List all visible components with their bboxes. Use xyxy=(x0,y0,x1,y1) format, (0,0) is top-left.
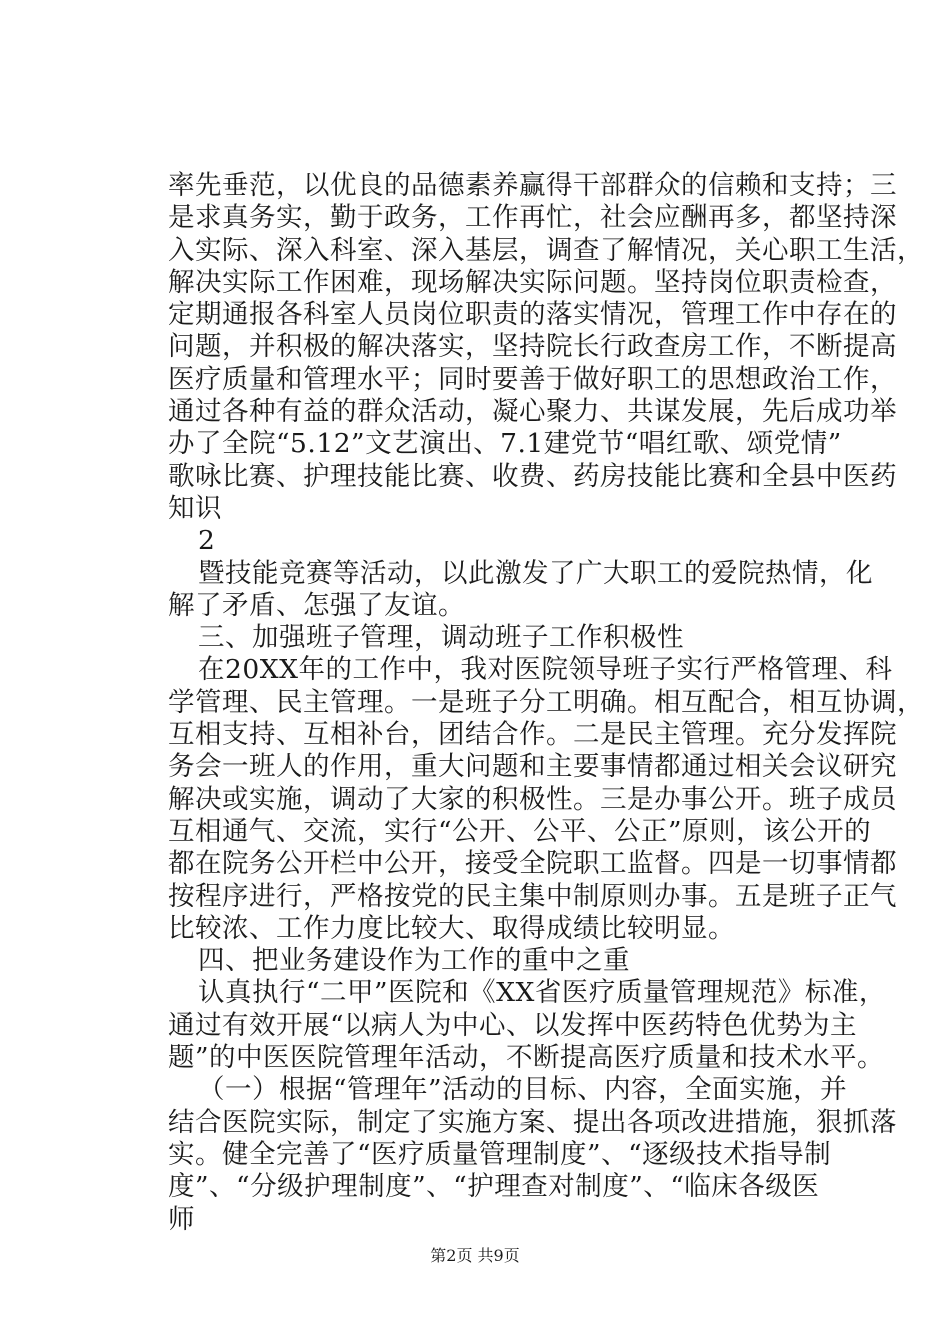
text-line: 解了矛盾、怎强了友谊。 xyxy=(168,589,465,621)
text-line: 都在院务公开栏中公开，接受全院职工监督。四是一切事情都 xyxy=(168,848,897,880)
text-line: 互相支持、互相补台，团结合作。二是民主管理。充分发挥院 xyxy=(168,719,897,751)
text-line: 解决实际工作困难，现场解决实际问题。坚持岗位职责检查， xyxy=(168,266,897,298)
paragraph-start: 在20XX年的工作中，我对医院领导班子实行严格管理、科 xyxy=(198,654,893,686)
text-line: 学管理、民主管理。一是班子分工明确。相互配合，相互协调， xyxy=(168,686,924,718)
paragraph-start: 暨技能竞赛等活动，以此激发了广大职工的爱院热情，化 xyxy=(198,557,873,589)
text-line: 入实际、深入科室、深入基层，调查了解情况，关心职工生活， xyxy=(168,234,924,266)
text-line: 通过各种有益的群众活动，凝心聚力、共谋发展，先后成功举 xyxy=(168,396,897,428)
text-line: 歌咏比赛、护理技能比赛、收费、药房技能比赛和全县中医药 xyxy=(168,460,897,492)
text-line: 务会一班人的作用，重大问题和主要事情都通过相关会议研究 xyxy=(168,751,897,783)
text-line: 结合医院实际，制定了实施方案、提出各项改进措施，狠抓落 xyxy=(168,1106,897,1138)
text-line: 互相通气、交流，实行“公开、公平、公正”原则，该公开的 xyxy=(168,815,872,847)
text-line: 医疗质量和管理水平；同时要善于做好职工的思想政治工作， xyxy=(168,363,897,395)
text-line: 按程序进行，严格按党的民主集中制原则办事。五是班子正气 xyxy=(168,880,897,912)
document-body xyxy=(168,170,924,1236)
text-line: 定期通报各科室人员岗位职责的落实情况，管理工作中存在的 xyxy=(168,299,897,331)
text-line: 通过有效开展“以病人为中心、以发挥中医药特色优势为主 xyxy=(168,1009,858,1041)
text-line: 办了全院“5.12”文艺演出、7.1建党节“唱红歌、颂党情” xyxy=(168,428,842,460)
text-line: 问题，并积极的解决落实，坚持院长行政查房工作，不断提高 xyxy=(168,331,897,363)
text-line: 比较浓、工作力度比较大、取得成绩比较明显。 xyxy=(168,912,735,944)
text-line: 实。健全完善了“医疗质量管理制度”、“逐级技术指导制 xyxy=(168,1138,832,1170)
text-line: 率先垂范，以优良的品德素养赢得干部群众的信赖和支持；三 xyxy=(168,170,897,201)
paragraph-start: 认真执行“二甲”医院和《XX省医疗质量管理规范》标准， xyxy=(198,977,886,1009)
section-heading: 四、把业务建设作为工作的重中之重 xyxy=(198,945,630,977)
paragraph-start: （一）根据“管理年”活动的目标、内容，全面实施，并 xyxy=(198,1074,848,1106)
text-line: 知识 xyxy=(168,492,222,524)
text-line: 题”的中医医院管理年活动，不断提高医疗质量和技术水平。 xyxy=(168,1042,885,1074)
text-line: 师 xyxy=(168,1203,195,1235)
text-line: 度”、“分级护理制度”、“护理查对制度”、“临床各级医 xyxy=(168,1171,820,1203)
text-line: 解决或实施，调动了大家的积极性。三是办事公开。班子成员 xyxy=(168,783,897,815)
section-heading: 三、加强班子管理，调动班子工作积极性 xyxy=(198,622,684,654)
text-line: 是求真务实，勤于政务，工作再忙，社会应酬再多，都坚持深 xyxy=(168,202,897,234)
inline-page-number: 2 xyxy=(198,525,216,557)
page-footer: 第2页 共9页 xyxy=(430,1246,520,1265)
